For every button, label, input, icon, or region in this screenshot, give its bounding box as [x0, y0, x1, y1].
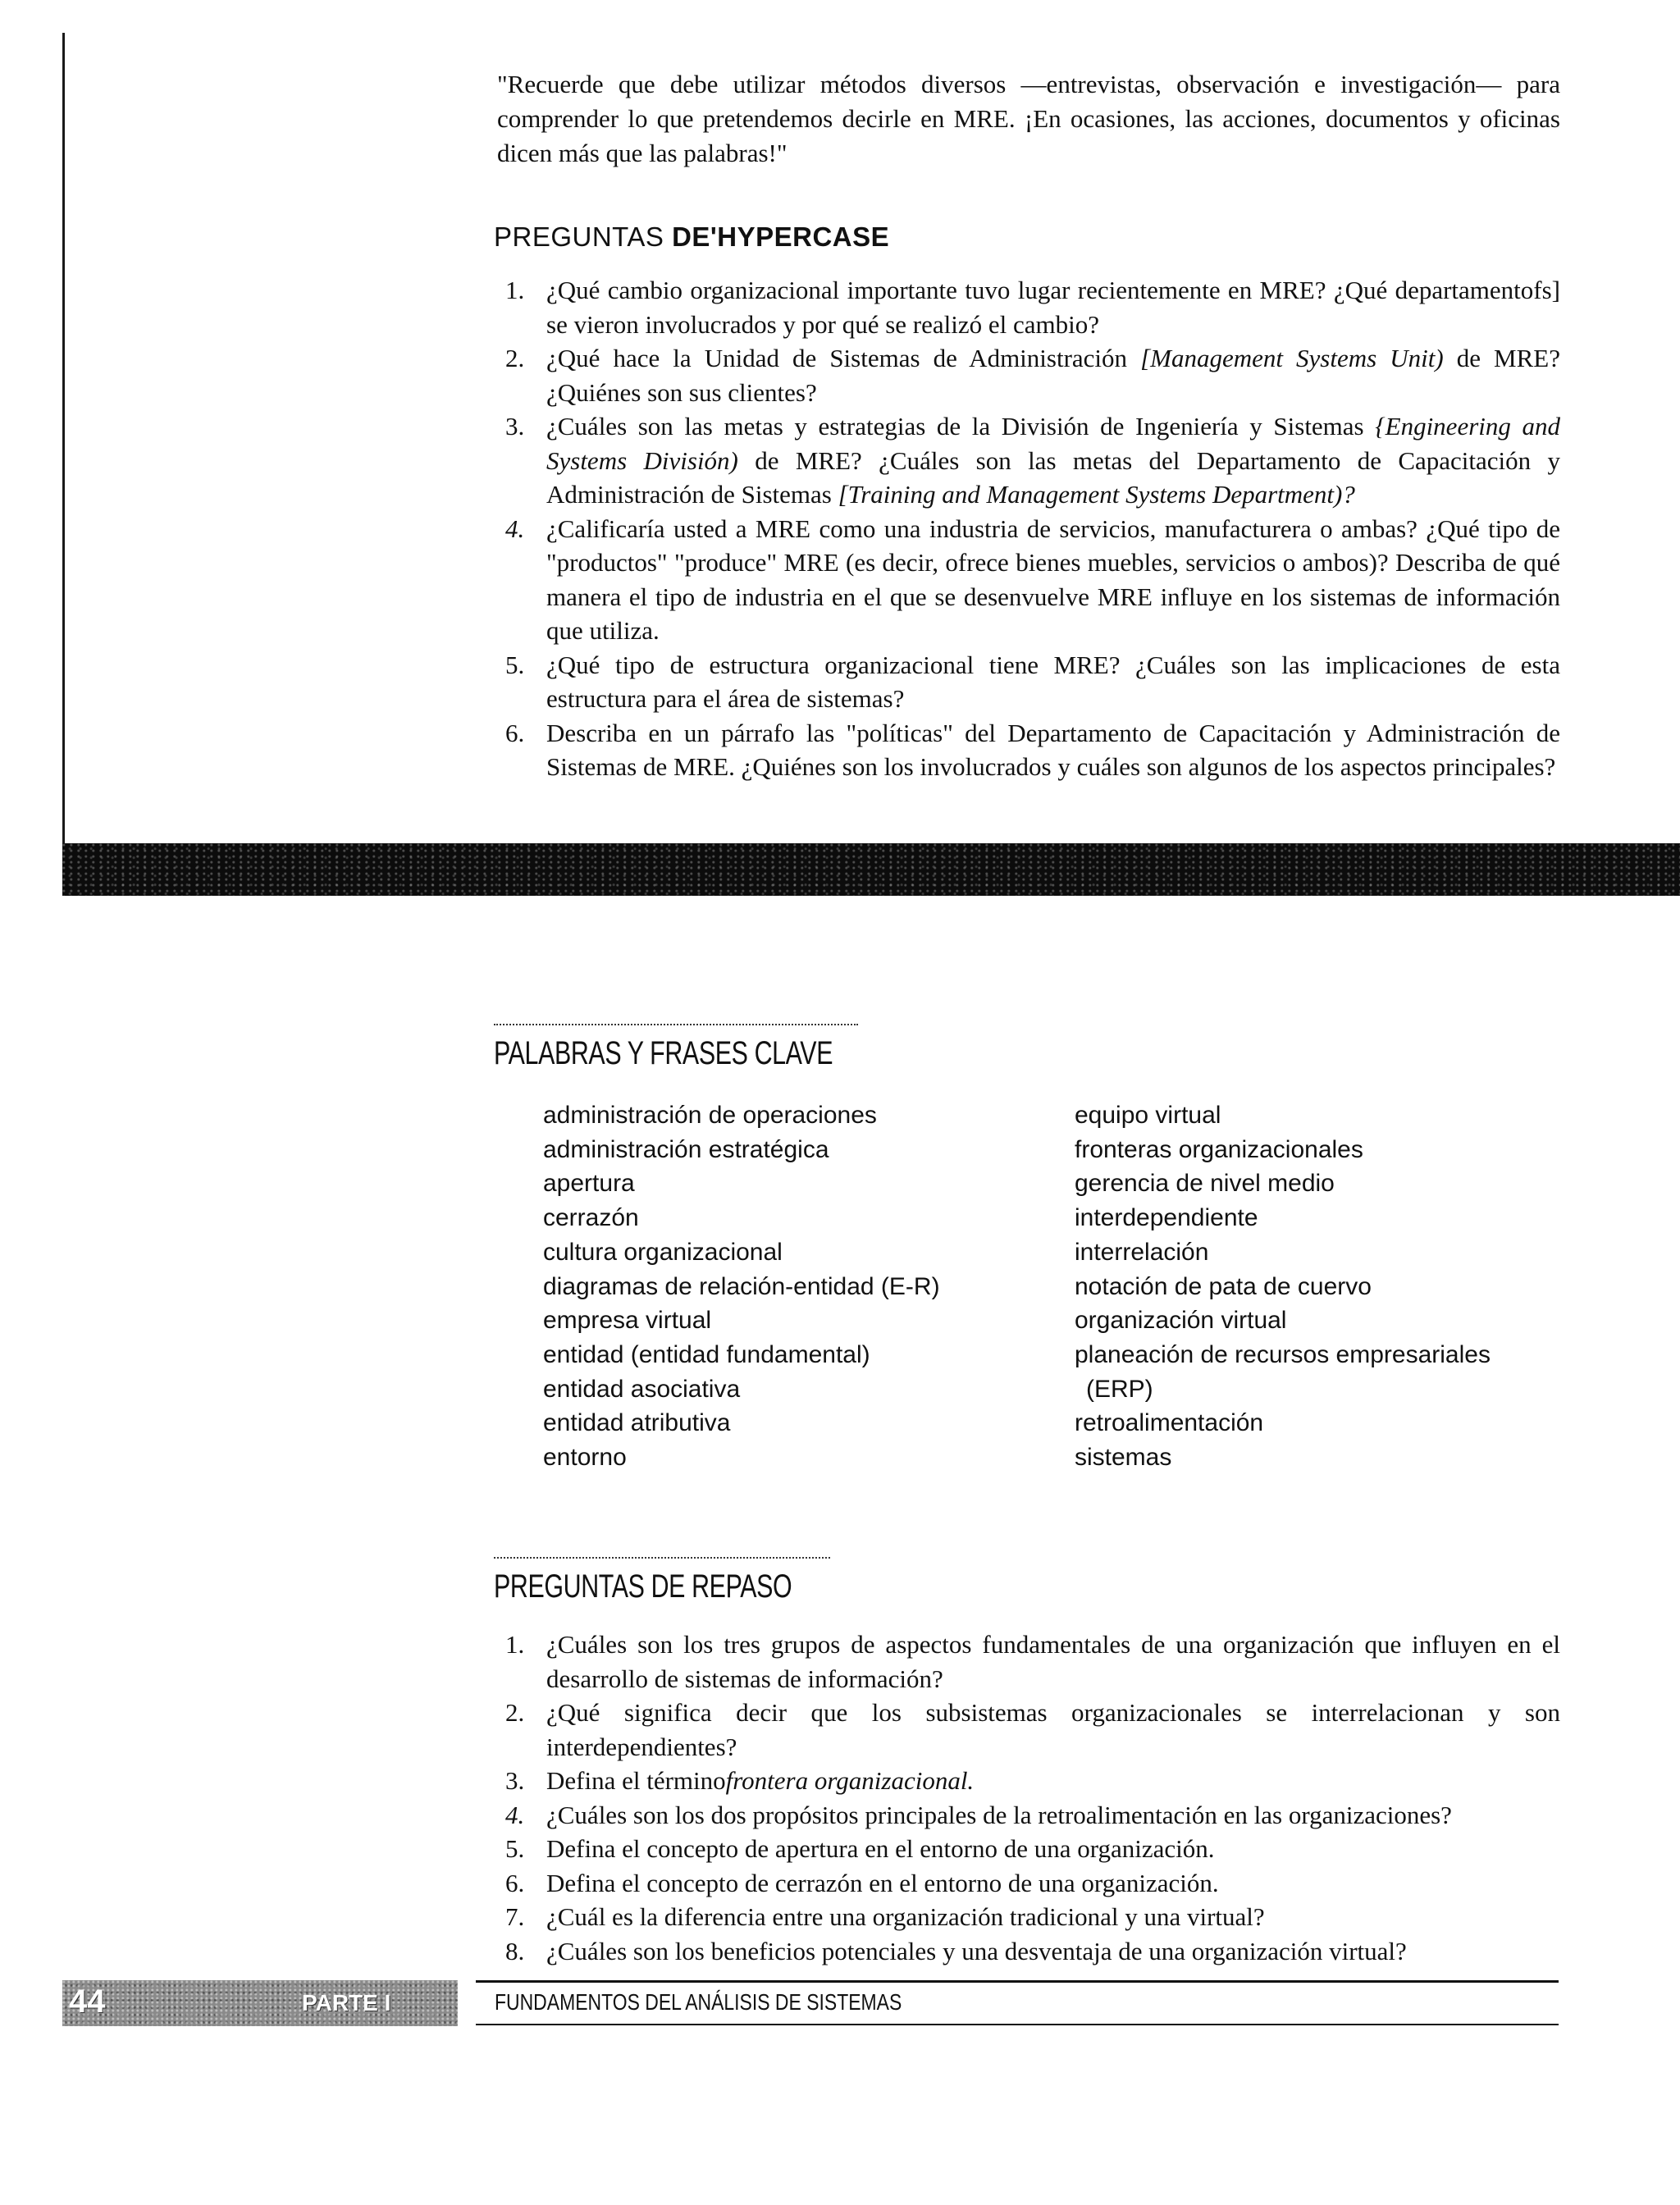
item-text: ¿Qué tipo de estructura organizacional tiene MRE? ¿Cuáles son las implicaciones de esta estructura para el área de sistemas?	[546, 650, 1560, 713]
list-item	[497, 1764, 1560, 1798]
keywords-right-column	[1075, 1098, 1491, 1475]
review-heading: PREGUNTAS DE REPASO	[494, 1568, 792, 1605]
keyword-item: fronteras organizacionales	[1075, 1135, 1363, 1163]
list-item	[497, 1934, 1560, 1969]
item-text: ¿Cuáles son las metas y estrategias de la División de Ingeniería y Sistemas	[546, 412, 1376, 441]
item-number: 2.	[505, 1698, 525, 1727]
item-text-italic: [Training and Management Systems Department)?	[838, 480, 1355, 509]
keyword-item: interdependiente	[1075, 1204, 1258, 1232]
keyword-item: entidad (entidad fundamental)	[543, 1340, 870, 1368]
item-number: 3.	[505, 1766, 525, 1795]
hypercase-quote: "Recuerde que debe utilizar métodos diversos —entrevistas, observación e investigación— para comprender lo que pretendemos decirle en MRE. ¡En ocasiones, las acciones, documentos y oficinas dicen más que las palabras!"	[497, 70, 1560, 167]
keyword-item: planeación de recursos empresariales	[1075, 1340, 1491, 1368]
item-text: ¿Cuáles son los beneficios potenciales y una desventaja de una organización virtual?	[546, 1936, 1407, 1965]
hypercase-questions	[497, 273, 1560, 784]
item-text: Defina el concepto de apertura en el entorno de una organización.	[546, 1834, 1215, 1863]
item-text: ¿Calificaría usted a MRE como una industria de servicios, manufacturera o ambas? ¿Qué tipo de "productos" "produce" MRE (es decir, ofrece bienes muebles, servicios o ambos)? Describa de qué manera el tipo de industria en el que se desenvuelve MRE influye en los sistemas de información que utiliza.	[546, 514, 1560, 645]
review-dotted-rule	[494, 1557, 830, 1559]
item-number: 2.	[505, 344, 525, 372]
keyword-item: notación de pata de cuervo	[1075, 1272, 1372, 1300]
keyword-item: retroalimentación	[1075, 1409, 1264, 1437]
hypercase-heading	[494, 221, 889, 253]
item-number: 6.	[505, 1868, 525, 1897]
footer-rule-top	[476, 1980, 1559, 1983]
footer-page-box	[62, 1980, 458, 2026]
list-item	[497, 1798, 1560, 1833]
item-text: ¿Qué cambio organizacional importante tuvo lugar recientemente en MRE? ¿Qué departamentofs] se vieron involucrados y por qué se realizó el cambio?	[546, 276, 1560, 339]
item-number: 1.	[505, 276, 525, 304]
keyword-item: diagramas de relación-entidad (E-R)	[543, 1272, 940, 1300]
list-item	[497, 409, 1560, 512]
keyword-item: (ERP)	[1086, 1375, 1153, 1403]
keyword-item: interrelación	[1075, 1238, 1209, 1266]
list-item	[497, 1832, 1560, 1866]
item-number: 8.	[505, 1936, 525, 1965]
list-item	[497, 648, 1560, 716]
item-text-italic: [Management Systems Unit)	[1140, 344, 1444, 372]
item-text: ¿Cuáles son los tres grupos de aspectos fundamentales de una organización que influyen en el desarrollo de sistemas de información?	[546, 1630, 1560, 1693]
page-number: 44	[69, 1984, 106, 2020]
keyword-item: cerrazón	[543, 1204, 639, 1232]
item-number: 3.	[505, 412, 525, 441]
keyword-item: gerencia de nivel medio	[1075, 1170, 1335, 1198]
item-text: de MRE? ¿Cuáles son las metas del Departamento de Capacitación y Administración de Sistemas	[546, 445, 1560, 509]
keywords-heading: PALABRAS Y FRASES CLAVE	[494, 1035, 833, 1071]
keyword-item: empresa virtual	[543, 1307, 712, 1335]
item-text: Defina el término	[546, 1766, 726, 1795]
item-text: Describa en un párrafo las "políticas" del Departamento de Capacitación y Administración de Sistemas de MRE. ¿Quiénes son los involucrados y cuáles son algunos de los aspectos principales?	[546, 718, 1560, 781]
item-number: 6.	[505, 718, 525, 747]
item-text: de MRE? ¿Quiénes son sus clientes?	[546, 344, 1560, 407]
keyword-item: entorno	[543, 1444, 627, 1472]
keyword-item: apertura	[543, 1170, 635, 1198]
item-number: 4.	[505, 514, 525, 543]
list-item	[497, 273, 1560, 341]
keyword-item: cultura organizacional	[543, 1238, 783, 1266]
list-item	[497, 1900, 1560, 1934]
item-text: ¿Cuál es la diferencia entre una organización tradicional y una virtual?	[546, 1902, 1265, 1931]
item-number: 7.	[505, 1902, 525, 1931]
item-text: ¿Cuáles son los dos propósitos principales de la retroalimentación en las organizaciones?	[546, 1800, 1452, 1829]
item-text: ¿Qué significa decir que los subsistemas organizacionales se interrelacionan y son interdependientes?	[546, 1698, 1560, 1761]
left-margin-rule	[62, 33, 65, 853]
item-text: Defina el concepto de cerrazón en el entorno de una organización.	[546, 1868, 1219, 1897]
item-text: ¿Qué hace la Unidad de Sistemas de Administración	[546, 344, 1141, 372]
keywords-left-column	[543, 1098, 940, 1475]
list-item	[497, 1866, 1560, 1901]
keyword-item: equipo virtual	[1075, 1102, 1221, 1129]
running-footer-title: FUNDAMENTOS DEL ANÁLISIS DE SISTEMAS	[495, 1989, 902, 2015]
footer-rule-bottom	[476, 2024, 1559, 2025]
item-number: 4.	[505, 1800, 525, 1829]
item-number: 5.	[505, 650, 525, 679]
keywords-dotted-rule	[494, 1024, 858, 1025]
keyword-item: entidad asociativa	[543, 1375, 741, 1403]
item-text-italic: {Engineering and Systems División)	[546, 412, 1560, 475]
part-label: PARTE I	[302, 1990, 391, 2016]
review-questions	[497, 1628, 1560, 1968]
item-text-italic: frontera organizacional.	[725, 1766, 975, 1795]
keyword-item: administración estratégica	[543, 1135, 829, 1163]
keyword-item: sistemas	[1075, 1444, 1172, 1472]
hypercase-heading-normal: PREGUNTAS	[494, 221, 664, 252]
list-item	[497, 341, 1560, 409]
list-item	[497, 716, 1560, 784]
list-item	[497, 512, 1560, 648]
keyword-item: entidad atributiva	[543, 1409, 731, 1437]
item-number: 5.	[505, 1834, 525, 1863]
keyword-item: organización virtual	[1075, 1307, 1287, 1335]
hypercase-heading-bold: DE'HYPERCASE	[672, 221, 890, 252]
list-item	[497, 1696, 1560, 1764]
section-divider-band	[62, 843, 1680, 896]
list-item	[497, 1628, 1560, 1696]
item-number: 1.	[505, 1630, 525, 1659]
keyword-item: administración de operaciones	[543, 1102, 877, 1129]
